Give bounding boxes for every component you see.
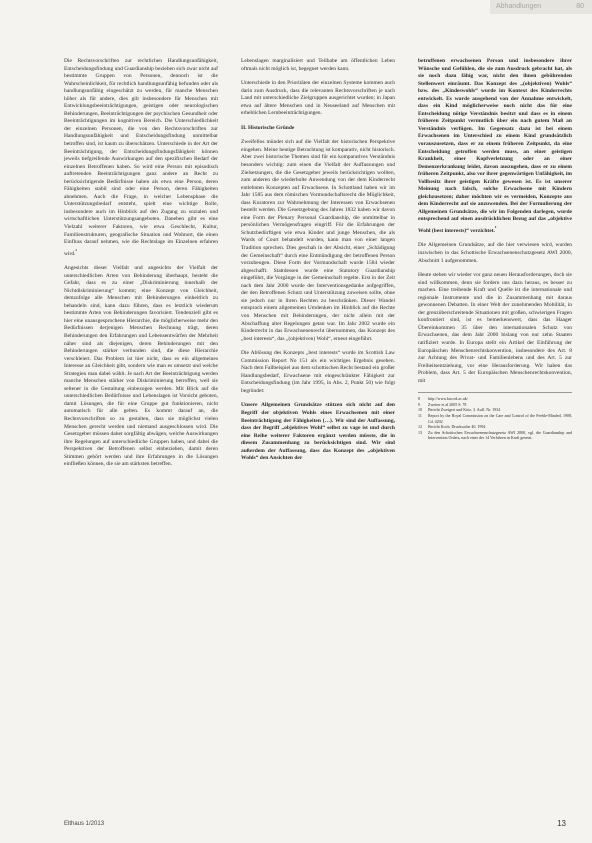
paragraph: Die Allgemeinen Grundsätze, auf die hier verwiesen wird, wurden inzwischen in das Schottische Erwachsenenschutzgesetz AWI 2000, Abschnitt 1 aufgenommen. (418, 242, 572, 264)
paragraph: Die Rechtsvorschriften zur rechtlichen Handlungsunfähigkeit, Entscheidungsfindung und Guardianship beziehen sich zwar nicht auf bestimmte Gruppen von Personen, dennoch ist die Wahrscheinlichkeit, für rechtlich handlungsunfähig befunden oder als handlungsunfähig eingeschätzt zu werden, für manche Menschen höher als für andere, dies gilt insbesondere für Menschen mit Entwicklungsbeeinträchtigungen, geistigen oder neurologischen Behinderungen, Beeinträchtigungen der psychischen Gesundheit oder Beeinträchtigungen im kognitiven Bereich. Die Unterschiedlichkeit der einzelnen Personen, die von den Rechtsvorschriften zur Handlungsunfähigkeit und Entscheidungsfindung unmittelbar betroffen sind, ist kaum zu überschätzen. Unterschiede in der Art der Beeinträchtigung, der Entscheidungsfindungsfähigkeit können jeweils tiefgreifende Auswirkungen auf den spezifischen Bedarf der einzelnen Betroffenen haben. So wird eine Person mit episodisch auftretenden Beeinträchtigungen ganz andere an Recht zu berücksichtigende Bedürfnisse haben als etwa eine Person, deren Fähigkeiten stabil sind oder eine Person, deren Fähigkeiten abnehmen. Auch die Frage, in welcher Lebensphase die Unterstützungsbedarf entsteht, spielt eine wichtige Rolle, insbesondere auch im Hinblick auf den Zugang zu sozialen und wirtschaftlichen Unterstützungsangeboten. Daneben gibt es eine Vielzahl weiterer Faktoren, wie etwa Geschlecht, Kultur, Familienstrukturen, geografische Situation und Wohnort, die einen Einfluss darauf nehmen, wie die Rechtslage im Einzelnen erfahren wird.$^{^8}$ (64, 58, 218, 257)
text-column-3 (418, 58, 572, 441)
text-column-1 (64, 58, 218, 476)
footnote: 13 Zu den Schottischen Erwachsenenschutzgesetz AWI 2000, vgl. die Guardianship and Intervention Orders, nach einer der 14 Verfahren in Kraft gesetzt. (418, 429, 572, 441)
footnotes (418, 392, 572, 441)
text-column-2 (241, 58, 395, 470)
running-header (490, 0, 592, 14)
running-header-label: Abhandlungen (496, 3, 542, 10)
paragraph: Die Ablösung des Konzepts „best interests“ wurde im Scottish Law Commission Report No 151 als ein wichtiges Ergebnis gesehen. Nach dem Fallbeispiel aus dem schottischen Recht bestand ein großer Handlungsbedarf, Erwachsene mit eingeschränkter Fähigkeit zur Entscheidungsfindung (im Jahr 1995, in Abs. 2, Punkt 50) wie folgt begründet: (241, 350, 395, 394)
footnote: 12 Bericht Koch, Drucksache 40, 1994 (418, 424, 486, 430)
paragraph: Unterschiede in den Prioritäten der einzelnen Systeme kommen auch darin zum Ausdruck, dass die relevanten Rechtsvorschriften je nach Land mit unterschiedliche Zielgruppen ausgerichtet wurden; in Japan etwa auf ältere Menschen und in Neuseeland auf Menschen mit erheblichen Lernbeeinträchtigungen. (241, 80, 395, 117)
paragraph: Zweifellos mündet sich auf die Vielfalt der historischen Perspektive eingehen. Meine heutige Betrachtung ist komparativ, nicht historisch. Aber zwei historische Themen sind für ein komparatives Verständnis besonders wichtig: zum einen die Vielfalt der Auffassungen und Zielsetzungen, die die Gesetzgeber jeweils berücksichtigen wollten, zum anderen die wiederholte Anwendung von der dem Kinderrecht entlehnten Konzepten auf Erwachsene. In Schottland haben wir im Jahr 1585 aus dem römischen Vormundschaftsrecht die Möglichkeit, dass Kuratoren zur Wahrnehmung der Interessen von Erwachsenen bestellt werden. Die Gesetzgebung des Jahres 1832 haben wir davon eine Form der Plenary Personal Guardianship, die unmittelbar in persönlichen Vermögensfragen eingriff. Für die Erfahrungen der Schutzbedürftigen wie etwa Kinder und junge Menschen, die als Wards of Court behandelt wurden, kann man von einer langen Tradition sprechen. Dies geschah in der Absicht, einer „Schädigung der Gemeinschaft“ durch eine Entmündigung der betroffenen Person vorzubeugen. Diese Form der Vormundschaft wurde 1584 wieder abgeschafft. Stattdessen wurde eine Statutory Guardianship eingeführt, die Vorgänge in der Gemeinschaft regelte. Erst in der Zeit nach dem Jahr 2000 wurde der Interventionsgedanke aufgegriffen, der den Betroffenen Schutz und Unterstützung zuweisen sollte, ohne sie jedoch nur in ihren Rechten zu beschränken. Dieser Wandel entsprach einem allgemeinen Umdenken im Hinblick auf die Rechte von Menschen mit Behinderungen, der nicht allein mit der Abschaffung alter Regelungen getan war. Im Jahr 2002 wurde ein Kinderrecht in das Erwachsenenrecht übernommen, das Konzept des „best interests“, das „(objektiven) Wohl“, erneut eingeführt. (241, 139, 395, 342)
paragraph: Angesichts dieser Vielfalt und angesichts der Vielfalt der unterschiedlichen Arten von Behinderung überhaupt, besteht die Gefahr, dass es zu einer „Diskriminierung innerhalb der Nichtdiskriminierung“ kommt; eine Konzept von Gleichheit, demzufolge alle Menschen mit Behinderungen einheitlich zu behandeln sind, kann dazu führen, dass es letztlich wiederum bestimmte Arten von Behinderungen favorisiert. Tendenziell gibt es hier eine unausgesprochene Hierarchie, die möglicherweise mehr den Bedürfnissen derjenigen Menschen Rechnung trägt, deren Behinderungen den Erfahrungen und Lebensentwürfen der Mehrheit näher sind als diejenigen, deren Behinderungen mit den Behinderungen stärker verbunden sind, die diese Hierarchie verschleiert. Das Problem ist hier nicht, dass es ein allgemeines Interesse an Gleichheit gibt, sondern wie man es umsetzt und welche Strategien man dabei wählt. Je nach Art der Beeinträchtigung werden manche Menschen stärker von Diskriminierung betroffen, weil sie seltener in die Gestaltung einbezogen werden. Mit Blick auf die unterschiedlichen Bedürfnisse und Lebenslagen ist Vorsicht geboten, damit Lösungen, die für eine Gruppe gut funktionieren, nicht automatisch für alle gelten. Es kommt darauf an, die Rechtsvorschriften so zu gestalten, dass sie möglichst vielen Menschen gerecht werden und niemand ausgeschlossen wird. Die Gesetzgeber müssen daher sorgfältig abwägen, welche Auswirkungen ihre Regelungen auf unterschiedliche Gruppen haben, und dabei die Perspektiven der Betroffenen selbst einbeziehen, damit deren Stimmen gehört werden und ihre Erfahrungen in die Lösungen einfließen können, die sie am stärksten betreffen. (64, 265, 218, 468)
footnote: 10 Bericht Zweigert und Kötz, 3. Aufl. Nr. 1934 (418, 407, 501, 413)
footnote: 8 http://www.law.ed.ac.uk/ (418, 396, 468, 402)
block-quote: Unsere Allgemeinen Grundsätze stützen sich nicht auf den Begriff der objektiven Wohls eines Erwachsenen mit einer Beeinträchtigung der Fähigkeiten (…). Wir sind der Auffassung, dass der Begriff „objektives Wohl“ selbst zu vage ist und durch eine Reihe weiterer Faktoren ergänzt werden müsste, die in diesem Zusammenhang zu berücksichtigen sind. Wir sind außerdem der Auffassung, dass das Konzept des „objektiven Wohls“ den Ansichten der (241, 402, 395, 462)
footnote: 9 Zweiter et al 2005 S. 78 (418, 401, 467, 407)
paragraph: Heute stehen wir wieder vor ganz neuen Herausforderungen, doch sie sind willkommen, denn sie fordern uns dazu heraus, es besser zu machen. Eine treibende Kraft und Quelle ist die internationale und regionale Instrumente und die in Zusammenhang mit daraus gewonnenen Debatten. In einer Welt der zunehmenden Mobilität, in der grenzüberschreitende Situationen mit großen, schwierigen Fragen konfrontiert sind, ist es bemerkenswert, dass das Haager Übereinkommen 35 über den internationalen Schutz von Erwachsenen, das dem Jahr 2000 bislang von nur zehn Staaten ratifiziert wurde. In Europa stellt ein Artikel der Einführung der Europäischen Menschenrechtskonvention, insbesondere des Art. 8 zur Achtung des Privat- und Familienlebens und des Art. 5 zur Freiheitsentziehung, vor eine Herausforderung. Wir haben das Problem, dass Art. 5 der Europäischen Menschenrechtskonvention, mit (418, 272, 572, 384)
running-header-page: 80 (576, 3, 584, 10)
footer-journal: Elthaus 1/2013 (64, 821, 105, 827)
block-quote-continued: betroffenen erwachsenen Person und insbesondere ihrer Wünsche und Gefühlen, die sie zum Ausdruck gebracht hat, als sie noch dazu fähig war, nicht den ihnen gebührenden Stellenwert einräumt. Das Konzept des „(objektiven) Wohls“ bzw. des „Kindeswohls“ wurde im Kontext des Kinderrechts entwickelt. Es wurde ausgehend von der Annahme entwickelt, dass ein Kind möglicherweise noch nicht das für eine Entscheidung nötige Verständnis besitzt und dass es in einem früheren Zeitpunkt vermutlich über ein nach gutem Maß an Verständnis verfügen. Im Gegensatz dazu ist bei einem Erwachsenen im Unterschied zu einem Kind grundsätzlich vorauszusetzen, dass er zu einem früheren Zeitpunkt, da eine Entscheidung getroffen werden muss, an einer geistigen Krankheit, einer Kopfverletzung oder an einer Demenzerkrankung leidet, davon auszugehen, dass er zu einem früheren Zeitpunkt, also vor ihrer gegenwärtigen Unfähigkeit, im Vollbesitz ihrer geistigen Kräfte gewesen ist. Es ist unserer Meinung nach falsch, solche Erwachsene mit Kindern gleichzusetzen; daher möchten wir es vermeiden, Konzepte aus dem Kinderrecht auf sie anzuwenden. Bei der Formulierung der Allgemeinen Grundsätze, die wir im Folgenden darlegen, wurde entsprechend auf einen ausdrücklichen Bezug auf das „objektive Wohl (best interests)“ verzichtet.$^{^9}$ (418, 58, 572, 234)
footnote: 11 Report by the Royal Commission on the Care and Control of the Feeble-Minded, 1908, Cd. 4202 (418, 413, 572, 424)
paragraph: Lebenslagen marginalisiert und Teilhabe am öffentlichen Leben oftmals nicht möglich ist, begegnet werden kann. (241, 58, 395, 72)
footer-page-number: 13 (557, 819, 566, 828)
section-heading: II. Historische Gründe (241, 124, 295, 131)
